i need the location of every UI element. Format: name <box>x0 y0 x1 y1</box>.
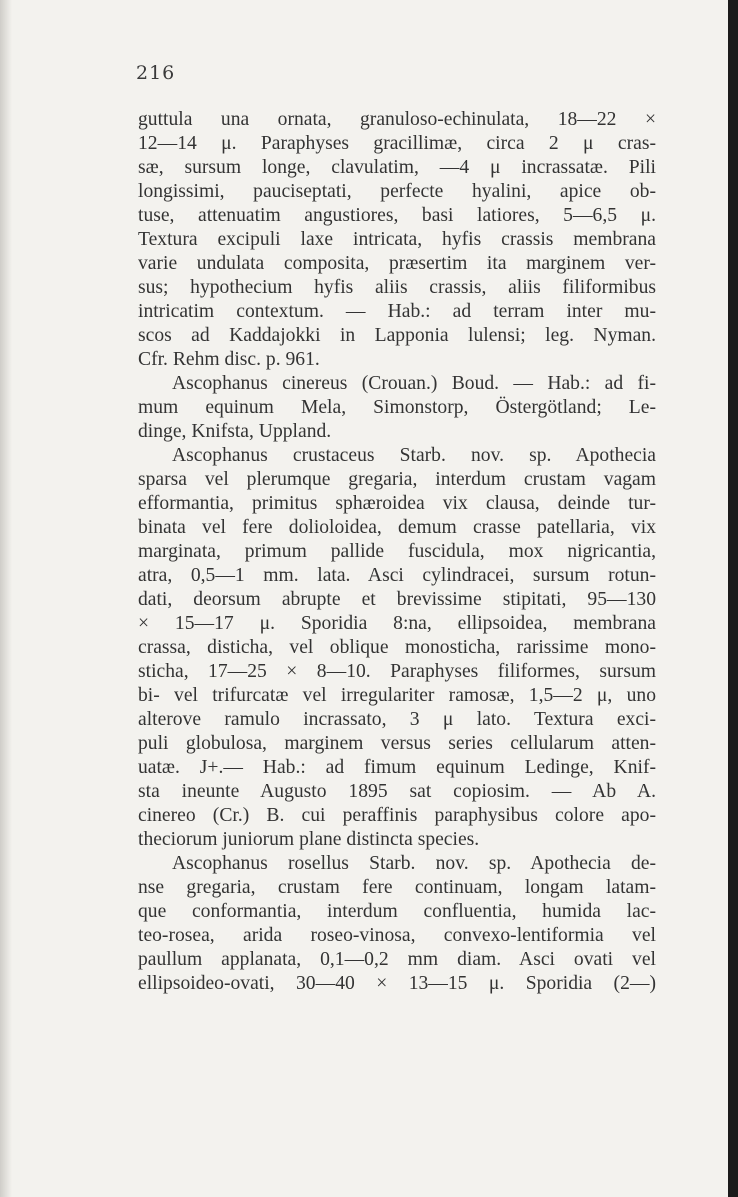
text-line: sticha, 17—25 × 8—10. Paraphyses filiformes, sursum <box>138 661 656 682</box>
text-line: bi- vel trifurcatæ vel irregulariter ramosæ, 1,5—2 μ, uno <box>138 685 656 706</box>
text-line: paullum applanata, 0,1—0,2 mm diam. Asci ovati vel <box>138 949 656 970</box>
text-line: sparsa vel plerumque gregaria, interdum crustam vagam <box>138 469 656 490</box>
text-line: atra, 0,5—1 mm. lata. Asci cylindracei, sursum rotun- <box>138 565 656 586</box>
text-line: ellipsoideo-ovati, 30—40 × 13—15 μ. Sporidia (2—) <box>138 973 656 994</box>
text-line: sus; hypothecium hyfis aliis crassis, aliis filiformibus <box>138 277 656 298</box>
text-line: Ascophanus cinereus (Crouan.) Boud. — Hab.: ad fi- <box>172 373 656 394</box>
text-line: crassa, disticha, vel oblique monosticha, rarissime mono- <box>138 637 656 658</box>
text-line: sæ, sursum longe, clavulatim, —4 μ incrassatæ. Pili <box>138 157 656 178</box>
text-line: scos ad Kaddajokki in Lapponia lulensi; leg. Nyman. <box>138 325 656 346</box>
text-line: tuse, attenuatim angustiores, basi latiores, 5—6,5 μ. <box>138 205 656 226</box>
text-line: dinge, Knifsta, Uppland. <box>138 421 332 442</box>
text-line: marginata, primum pallide fuscidula, mox nigricantia, <box>138 541 656 562</box>
text-line: Textura excipuli laxe intricata, hyfis crassis membrana <box>138 229 656 250</box>
text-line: guttula una ornata, granuloso-echinulata, 18—22 × <box>138 109 656 130</box>
text-line: efformantia, primitus sphæroidea vix clausa, deinde tur- <box>138 493 656 514</box>
page-number: 216 <box>136 62 176 84</box>
text-line: puli globulosa, marginem versus series cellularum atten- <box>138 733 656 754</box>
text-line: sta ineunte Augusto 1895 sat copiosim. — Ab A. <box>138 781 656 802</box>
text-line: mum equinum Mela, Simonstorp, Östergötland; Le- <box>138 397 656 418</box>
text-line: longissimi, pauciseptati, perfecte hyalini, apice ob- <box>138 181 656 202</box>
text-line: Ascophanus rosellus Starb. nov. sp. Apothecia de- <box>172 853 656 874</box>
text-line: intricatim contextum. — Hab.: ad terram inter mu- <box>138 301 656 322</box>
text-line: × 15—17 μ. Sporidia 8:na, ellipsoidea, membrana <box>138 613 656 634</box>
text-line: dati, deorsum abrupte et brevissime stipitati, 95—130 <box>138 589 656 610</box>
body-text <box>138 108 656 996</box>
text-line: nse gregaria, crustam fere continuam, longam latam- <box>138 877 656 898</box>
text-line: varie undulata composita, præsertim ita marginem ver- <box>138 253 656 274</box>
text-line: alterove ramulo incrassato, 3 μ lato. Textura exci- <box>138 709 656 730</box>
text-line: que conformantia, interdum confluentia, humida lac- <box>138 901 656 922</box>
text-line: theciorum juniorum plane distincta species. <box>138 829 480 850</box>
text-line: teo-rosea, arida roseo-vinosa, convexo-lentiformia vel <box>138 925 656 946</box>
text-line: Ascophanus crustaceus Starb. nov. sp. Apothecia <box>172 445 656 466</box>
page-edge-shadow <box>0 0 12 1197</box>
text-line: Cfr. Rehm disc. p. 961. <box>138 349 320 370</box>
text-line: uatæ. J+.— Hab.: ad fimum equinum Ledinge, Knif- <box>138 757 656 778</box>
text-line: cinereo (Cr.) B. cui peraffinis paraphysibus colore apo- <box>138 805 656 826</box>
text-line: binata vel fere dolioloidea, demum crasse patellaria, vix <box>138 517 656 538</box>
text-line: 12—14 μ. Paraphyses gracillimæ, circa 2 μ cras- <box>138 133 656 154</box>
